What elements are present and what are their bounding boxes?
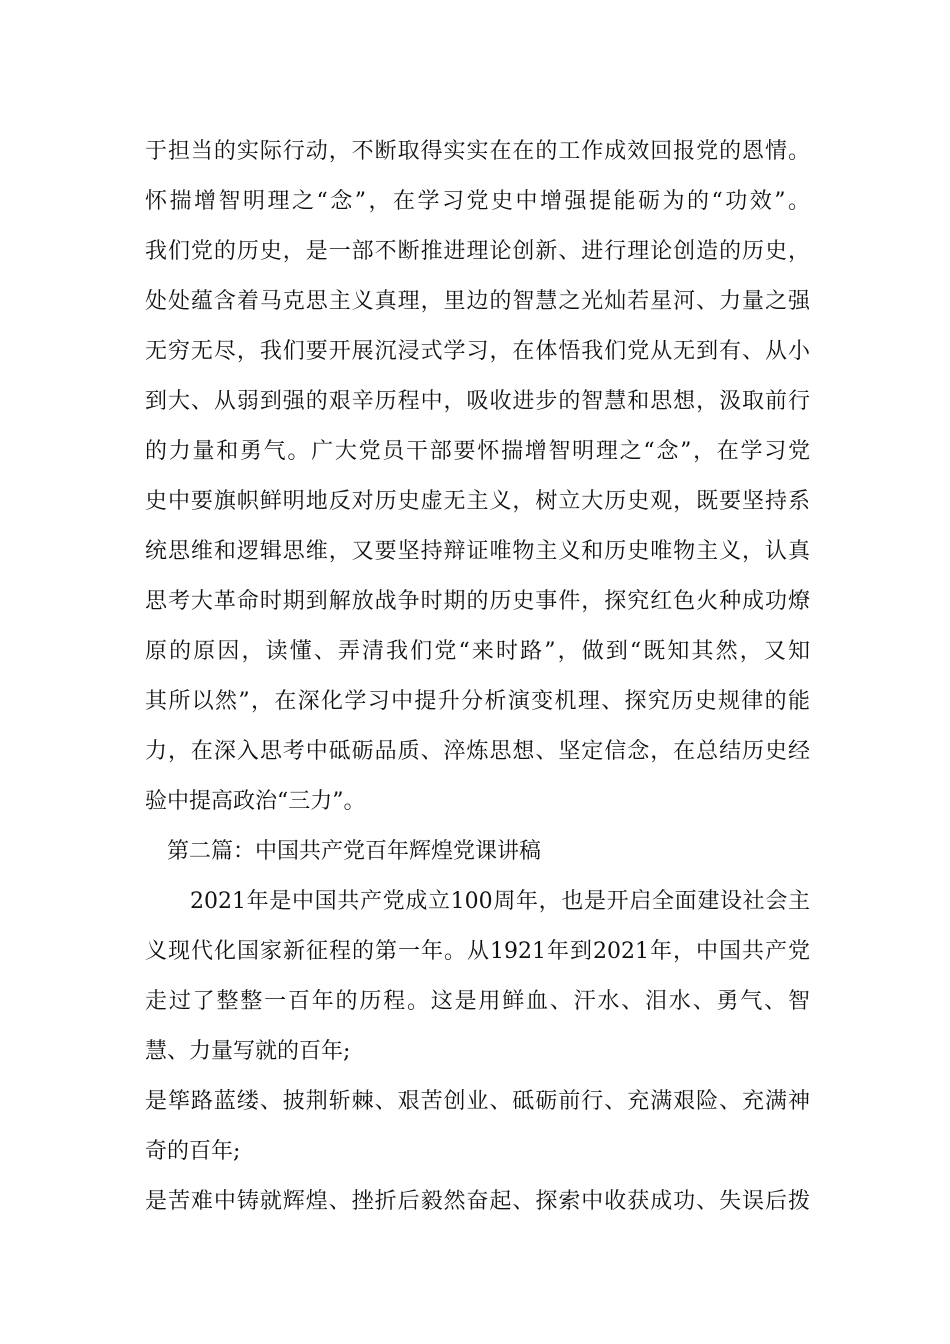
body-text-line: 验中提高政治“三力”。 [145, 789, 366, 814]
body-text-line: 的力量和勇气。广大党员干部要怀揣增智明理之“念”，在学习党 [145, 439, 810, 464]
body-text-line: 我们党的历史，是一部不断推进理论创新、进行理论创造的历史， [145, 239, 810, 264]
body-text-line: 到大、从弱到强的艰辛历程中，吸收进步的智慧和思想，汲取前行 [145, 389, 810, 414]
body-text-line: 统思维和逻辑思维，又要坚持辩证唯物主义和历史唯物主义，认真 [145, 539, 810, 564]
body-text-line: 2021年是中国共产党成立100周年，也是开启全面建设社会主 [190, 889, 810, 914]
body-text-line: 走过了整整一百年的历程。这是用鲜血、汗水、泪水、勇气、智 [145, 989, 810, 1014]
body-text-line: 慧、力量写就的百年; [145, 1039, 351, 1064]
body-text-line: 义现代化国家新征程的第一年。从1921年到2021年，中国共产党 [145, 939, 810, 964]
body-text-line: 奇的百年; [145, 1139, 241, 1164]
body-text-line: 其所以然”，在深化学习中提升分析演变机理、探究历史规律的能 [145, 689, 810, 714]
body-text-line: 原的原因，读懂、弄清我们党“来时路”，做到“既知其然，又知 [145, 639, 810, 664]
body-text-line: 于担当的实际行动，不断取得实实在在的工作成效回报党的恩情。 [145, 139, 810, 164]
body-text-line: 无穷无尽，我们要开展沉浸式学习，在体悟我们党从无到有、从小 [145, 339, 810, 364]
section-heading: 第二篇：中国共产党百年辉煌党课讲稿 [167, 839, 542, 864]
body-text-line: 思考大革命时期到解放战争时期的历史事件，探究红色火种成功燎 [145, 589, 810, 614]
body-text-line: 是苦难中铸就辉煌、挫折后毅然奋起、探索中收获成功、失误后拨 [145, 1189, 810, 1214]
body-text-line: 史中要旗帜鲜明地反对历史虚无主义，树立大历史观，既要坚持系 [145, 489, 810, 514]
body-text-line: 怀揣增智明理之“念”，在学习党史中增强提能砺为的“功效”。 [145, 189, 810, 214]
body-text-line: 处处蕴含着马克思主义真理，里边的智慧之光灿若星河、力量之强 [145, 289, 810, 314]
body-text-line: 力，在深入思考中砥砺品质、淬炼思想、坚定信念，在总结历史经 [145, 739, 810, 764]
body-text-line: 是筚路蓝缕、披荆斩棘、艰苦创业、砥砺前行、充满艰险、充满神 [145, 1089, 810, 1114]
